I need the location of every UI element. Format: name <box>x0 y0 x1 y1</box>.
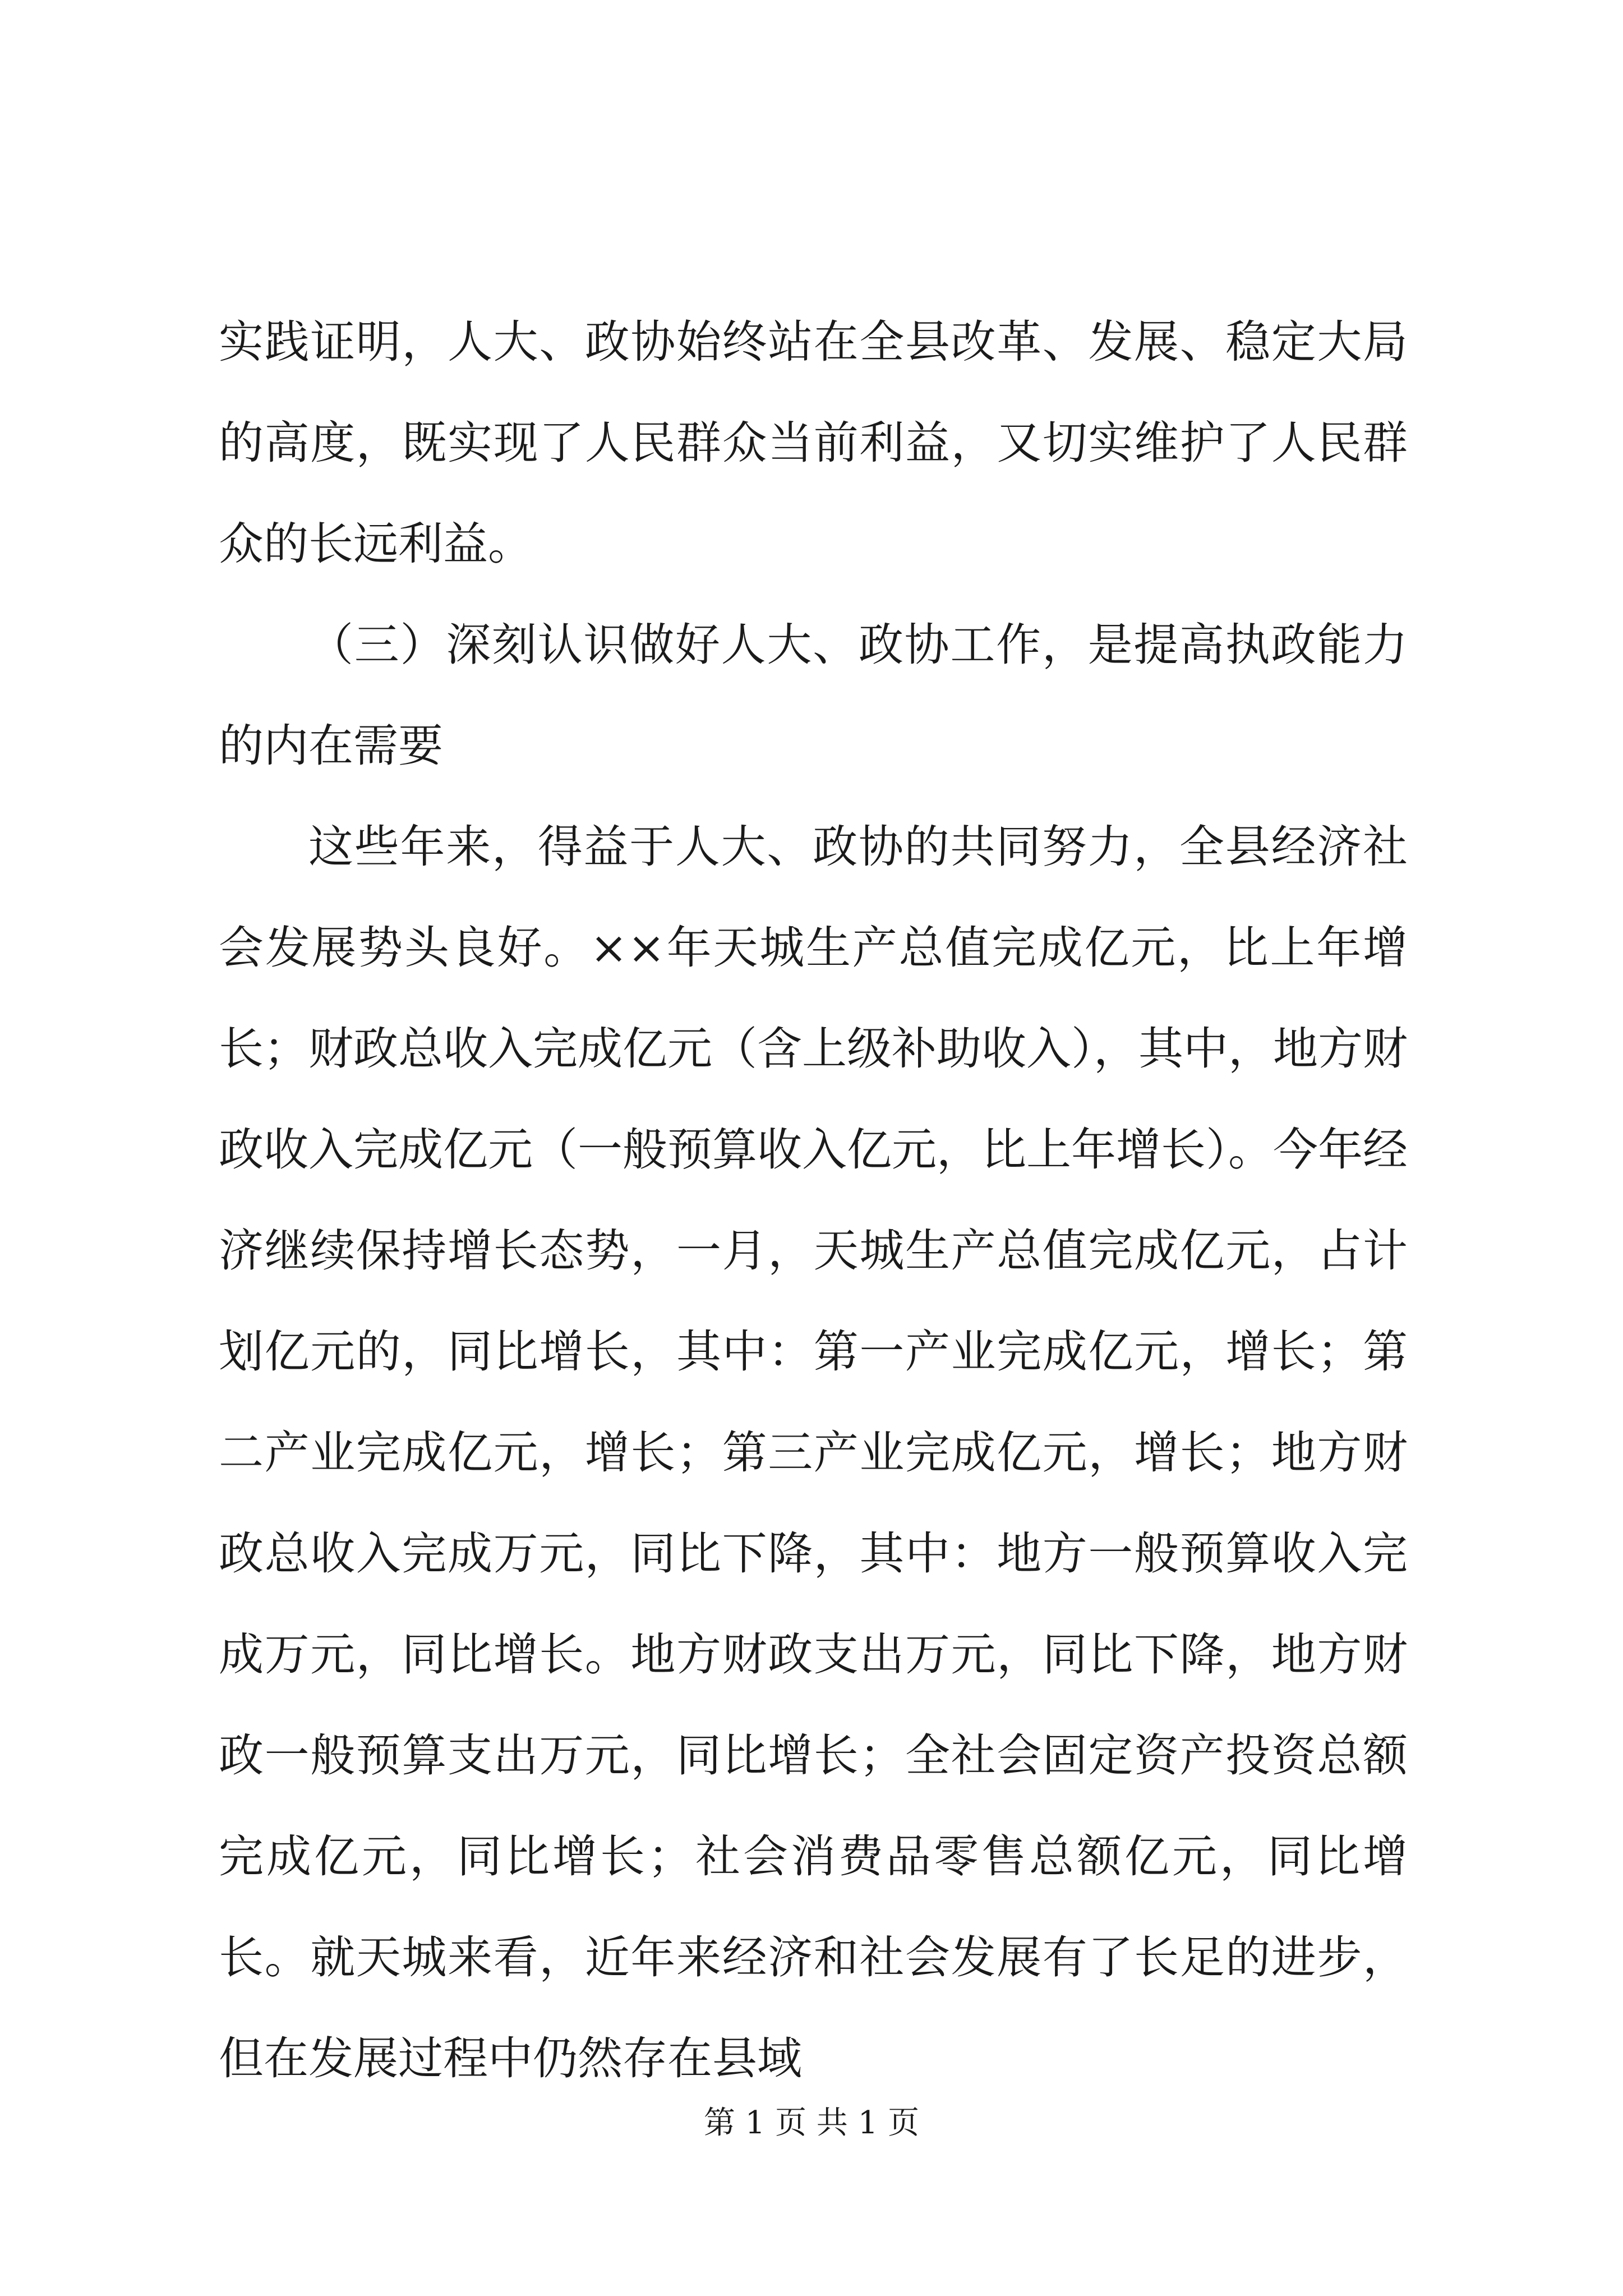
document-body <box>219 292 1408 2109</box>
paragraph-continuation: 实践证明，人大、政协始终站在全县改革、发展、稳定大局的高度，既实现了人民群众当前利益，又切实维护了人民群众的长远利益。 <box>219 316 1408 570</box>
section-heading: （三）深刻认识做好人大、政协工作，是提高执政能力的内在需要 <box>219 619 1408 772</box>
paragraph-body: 这些年来，得益于人大、政协的共同努力，全县经济社会发展势头良好。××年天城生产总值完成亿元，比上年增长；财政总收入完成亿元（含上级补助收入），其中，地方财政收入完成亿元（一般预算收入亿元，比上年增长）。今年经济继续保持增长态势，一月，天城生产总值完成亿元，占计划亿元的，同比增长，其中：第一产业完成亿元，增长；第二产业完成亿元，增长；第三产业完成亿元，增长；地方财政总收入完成万元，同比下降，其中：地方一般预算收入完成万元，同比增长。地方财政支出万元，同比下降，地方财政一般预算支出万元，同比增长；全社会固定资产投资总额完成亿元，同比增长；社会消费品零售总额亿元，同比增长。就天城来看，近年来经济和社会发展有了长足的进步，但在发展过程中仍然存在县域 <box>219 821 1408 2085</box>
page-footer: 第 1 页 共 1 页 <box>703 2105 920 2141</box>
